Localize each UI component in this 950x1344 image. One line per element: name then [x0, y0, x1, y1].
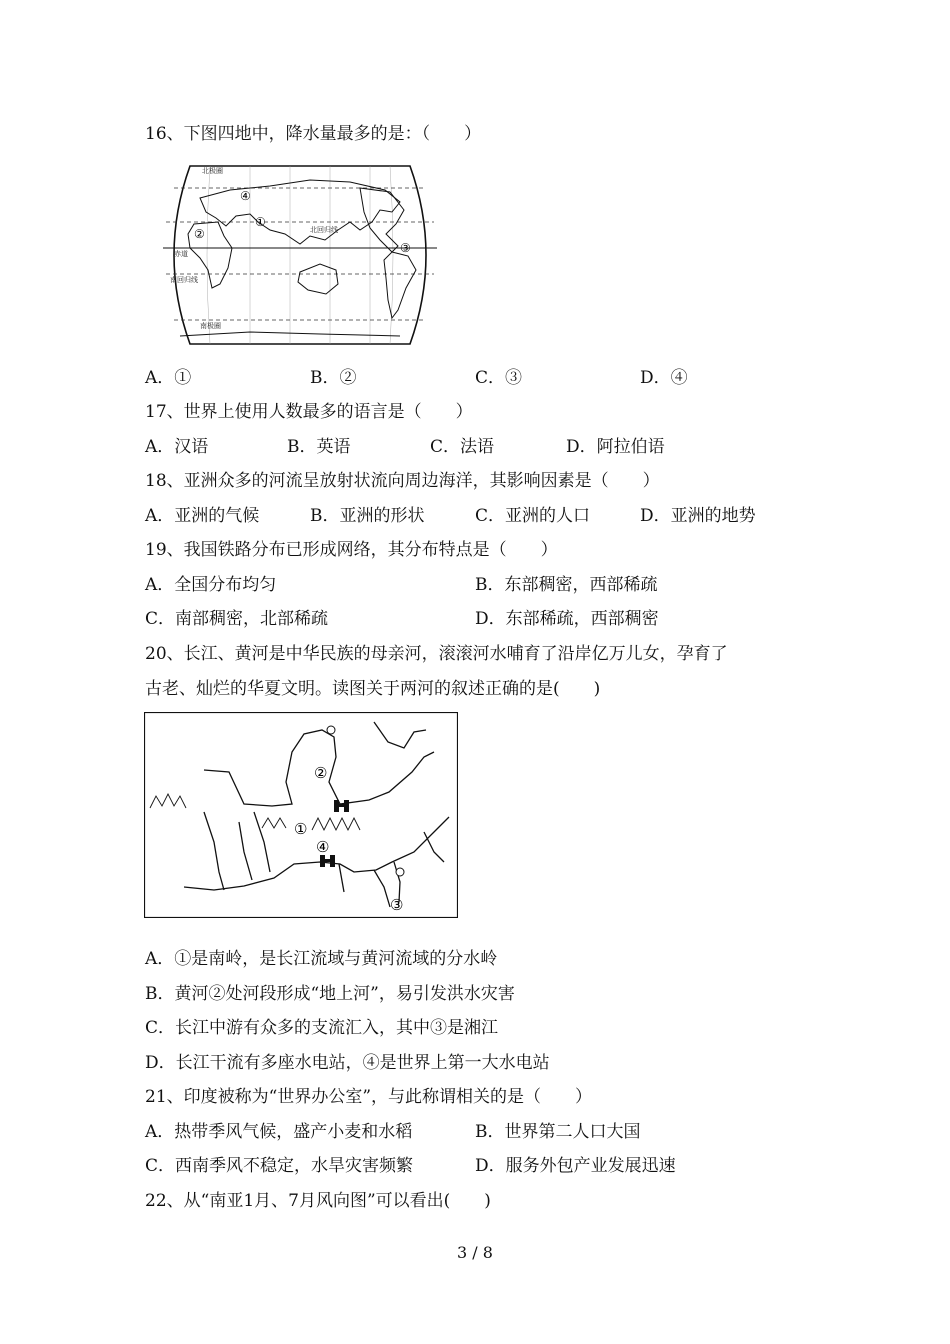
q21-option-c[interactable]: C．西南季风不稳定，水旱灾害频繁 [145, 1156, 414, 1176]
q16-option-b[interactable]: B．② [310, 368, 357, 388]
q18-option-c[interactable]: C．亚洲的人口 [475, 506, 591, 526]
map-graticule [207, 166, 393, 344]
q21-option-d[interactable]: D．服务外包产业发展迅速 [475, 1156, 676, 1176]
australia-outline [298, 264, 338, 294]
source-circle-north [327, 726, 335, 734]
q19-option-b[interactable]: B．东部稠密，西部稀疏 [475, 575, 658, 595]
map-label-tropic-south: 南回归线 [170, 276, 198, 284]
q18-option-d[interactable]: D．亚洲的地势 [640, 506, 756, 526]
q20-option-c[interactable]: C．长江中游有众多的支流汇入，其中③是湘江 [145, 1018, 499, 1038]
q20-stem-line1: 20、长江、黄河是中华民族的母亲河，滚滚河水哺育了沿岸亿万儿女，孕育了 [145, 644, 728, 664]
q20-stem-line2: 古老、灿烂的华夏文明。读图关于两河的叙述正确的是( ) [145, 679, 601, 699]
source-circle-south [396, 868, 404, 876]
map-marker-1: ① [255, 215, 266, 229]
map-marker-4: ④ [240, 189, 251, 203]
rivers-map-figure [144, 712, 458, 918]
q18-option-b[interactable]: B．亚洲的形状 [310, 506, 425, 526]
map-label-arctic: 北极圈 [202, 167, 223, 175]
q16-option-a[interactable]: A．① [145, 368, 192, 388]
map-marker-3: ③ [400, 241, 411, 255]
q21-stem: 21、印度被称为“世界办公室”，与此称谓相关的是（ ） [145, 1087, 593, 1107]
continent-outlines [180, 180, 416, 336]
page-number: 3 / 8 [457, 1243, 493, 1262]
q20-option-b[interactable]: B．黄河②处河段形成“地上河”，易引发洪水灾害 [145, 984, 515, 1004]
q20-option-a[interactable]: A．①是南岭，是长江流域与黄河流域的分水岭 [145, 949, 498, 969]
q18-option-a[interactable]: A．亚洲的气候 [145, 506, 260, 526]
q21-option-b[interactable]: B．世界第二人口大国 [475, 1122, 641, 1142]
q16-option-d[interactable]: D．④ [640, 368, 688, 388]
q19-stem: 19、我国铁路分布已形成网络，其分布特点是（ ） [145, 540, 558, 560]
map-label-tropic-north: 北回归线 [310, 226, 338, 234]
q19-option-c[interactable]: C．南部稠密，北部稀疏 [145, 609, 329, 629]
q21-option-a[interactable]: A．热带季风气候，盛产小麦和水稻 [145, 1122, 413, 1142]
q17-option-b[interactable]: B．英语 [287, 437, 351, 457]
map-marker-2: ② [194, 227, 205, 241]
q19-option-d[interactable]: D．东部稀疏，西部稠密 [475, 609, 659, 629]
q16-option-c[interactable]: C．③ [475, 368, 523, 388]
map-label-equator: 赤道 [174, 250, 188, 258]
q18-stem: 18、亚洲众多的河流呈放射状流向周边海洋，其影响因素是（ ） [145, 471, 660, 491]
q16-stem: 16、下图四地中，降水量最多的是：（ ） [145, 124, 482, 144]
rivers-marker-1: ① [294, 820, 308, 838]
world-map-figure [160, 160, 440, 350]
rivers-marker-2: ② [314, 764, 328, 782]
north-america-outline [360, 188, 404, 252]
q17-stem: 17、世界上使用人数最多的语言是（ ） [145, 402, 473, 422]
q22-stem: 22、从“南亚1月、7月风向图”可以看出( ) [145, 1191, 491, 1211]
q20-option-d[interactable]: D．长江干流有多座水电站，④是世界上第一大水电站 [145, 1053, 550, 1073]
rivers-marker-4: ④ [316, 838, 330, 856]
south-america-outline [384, 252, 416, 318]
rivers-map-frame [145, 713, 458, 918]
q17-option-a[interactable]: A．汉语 [145, 437, 209, 457]
rivers-marker-3: ③ [390, 896, 404, 914]
q17-option-d[interactable]: D．阿拉伯语 [566, 437, 665, 457]
q19-option-a[interactable]: A．全国分布均匀 [145, 575, 277, 595]
q17-option-c[interactable]: C．法语 [430, 437, 495, 457]
map-label-antarctic: 南极圈 [200, 322, 221, 330]
